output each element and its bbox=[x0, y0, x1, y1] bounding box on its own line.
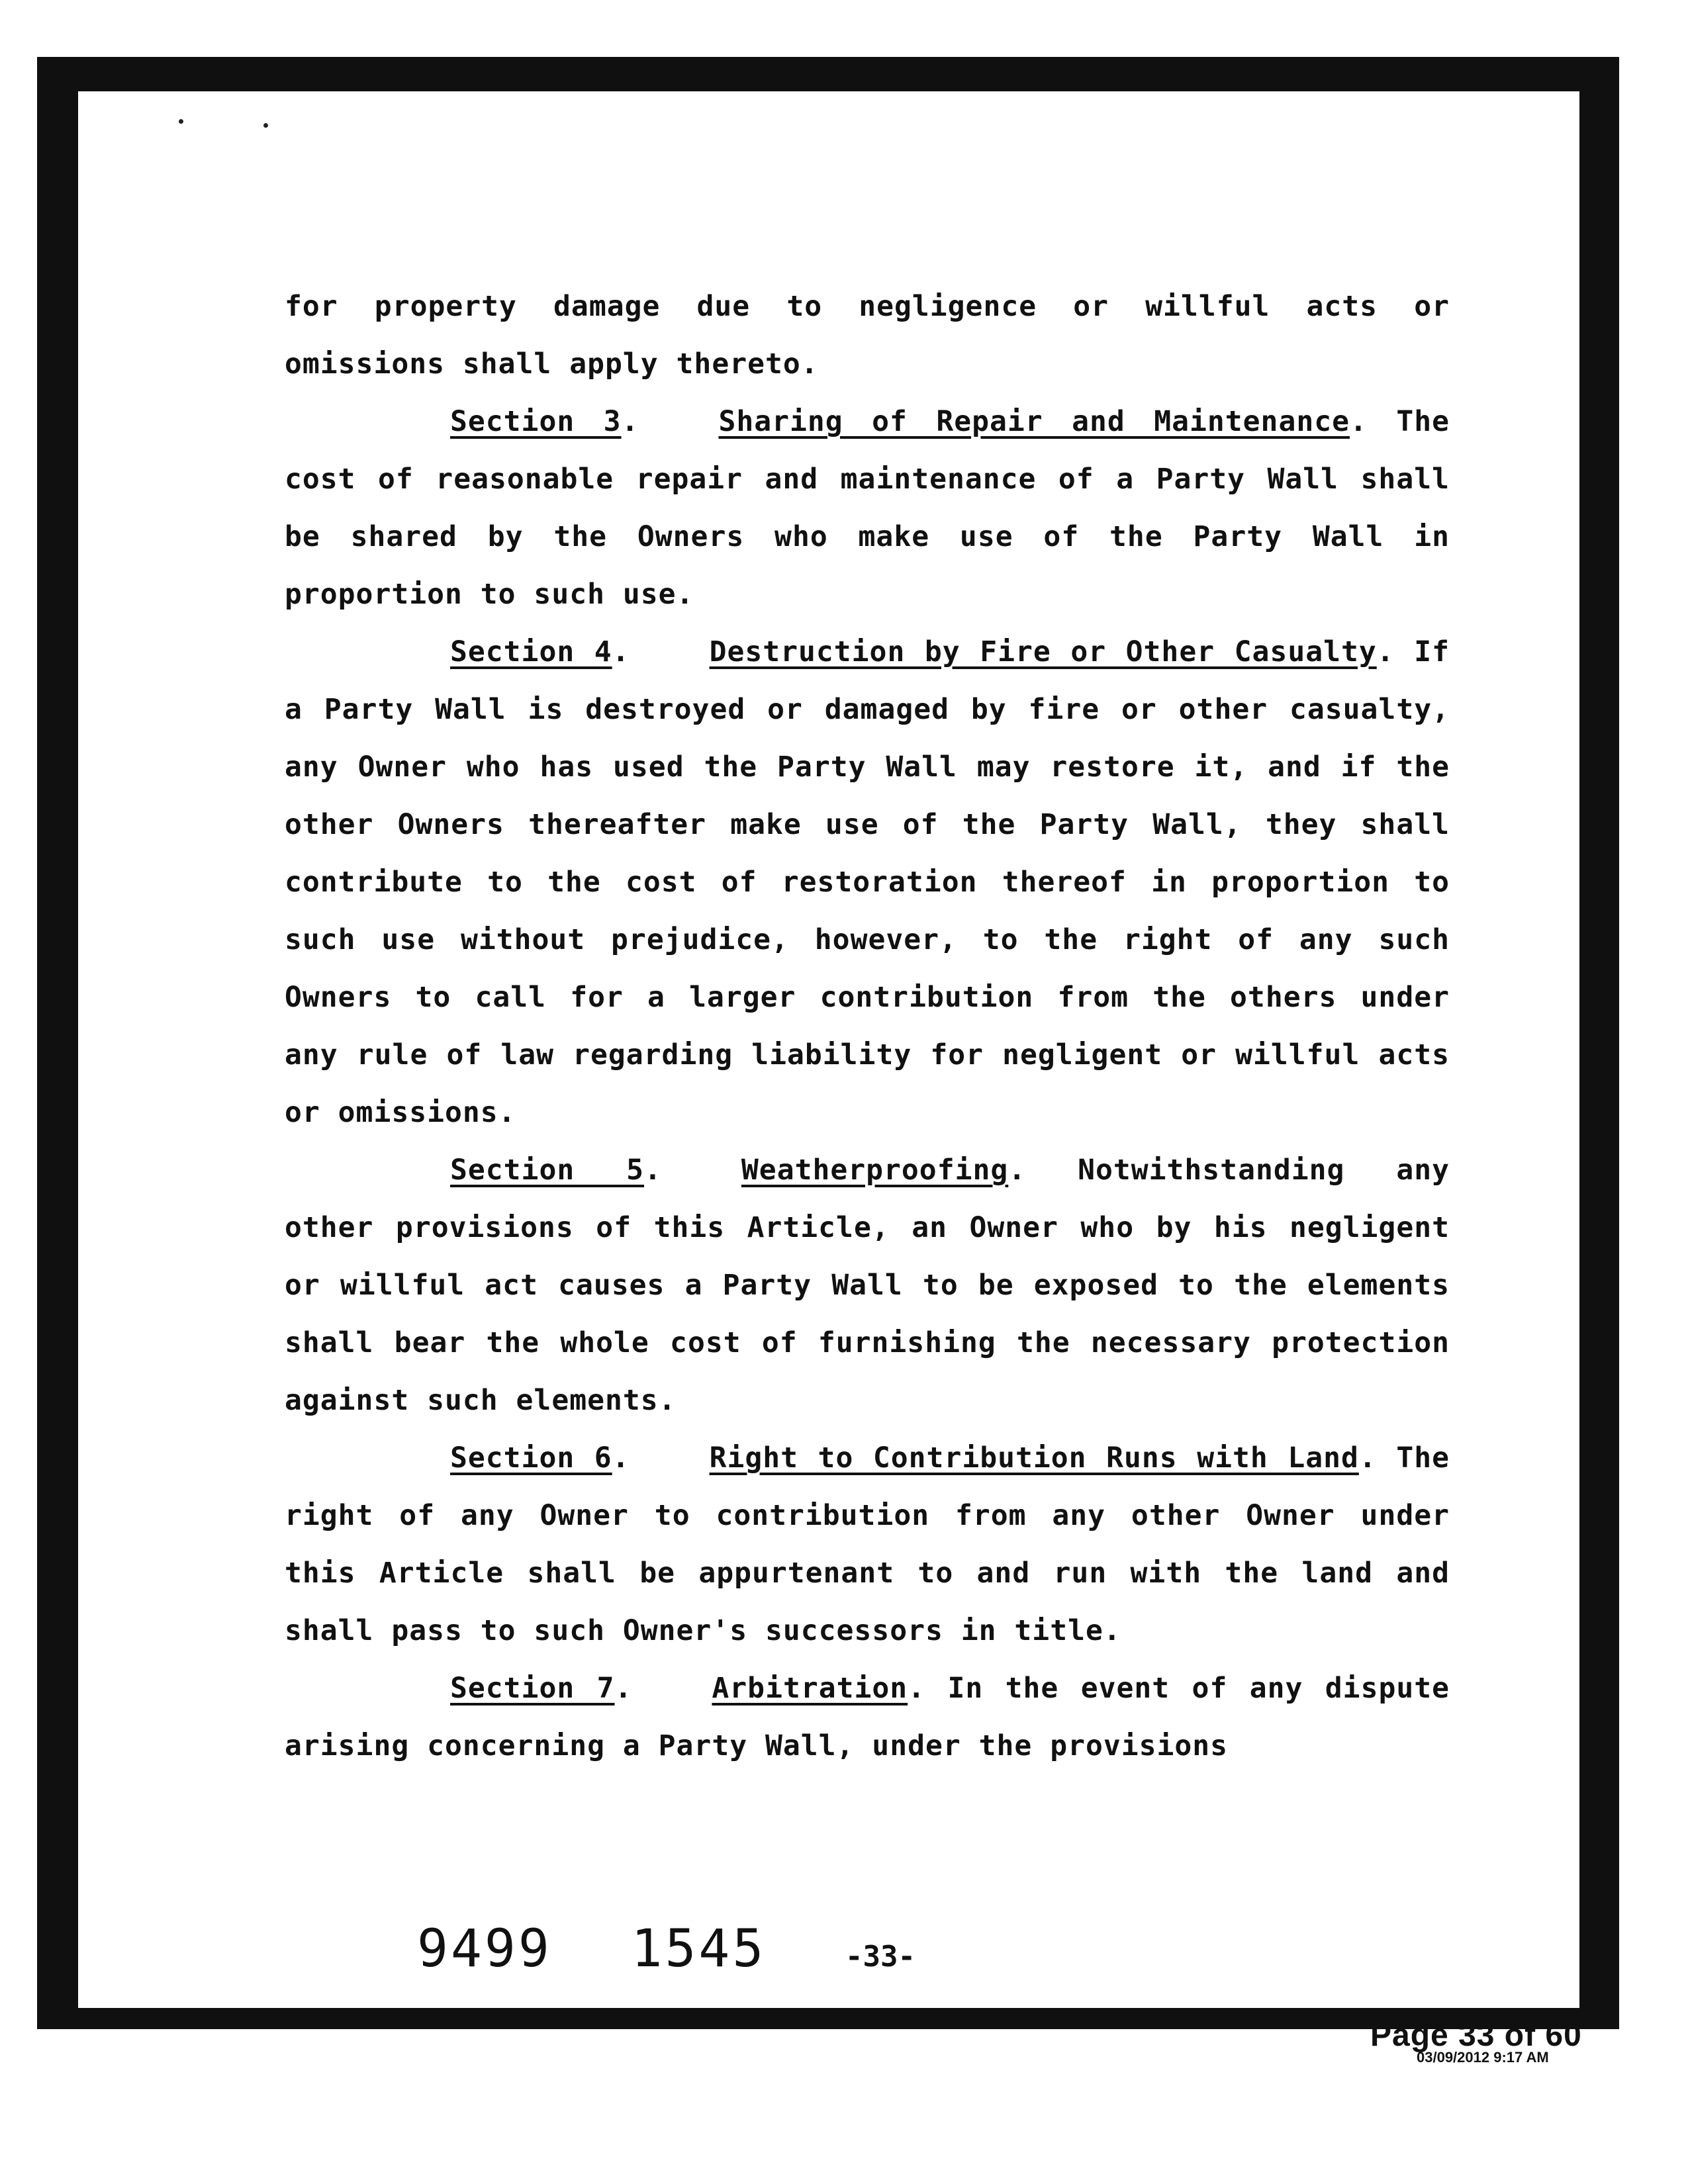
section-label-punct: . bbox=[614, 1672, 633, 1705]
section-title: Destruction by Fire or Other Casualty bbox=[709, 635, 1377, 668]
page-label: -33- bbox=[845, 1940, 915, 1974]
paragraph-section-4 bbox=[285, 623, 1450, 1142]
datetime-stamp: 03/09/2012 9:17 AM bbox=[1417, 2049, 1549, 2066]
paragraph-text: In the event of any dispute arising concerning a Party Wall, under the provisions bbox=[285, 1672, 1450, 1762]
paragraph-section-6 bbox=[285, 1430, 1450, 1660]
section-title-punct: . bbox=[1376, 635, 1395, 668]
paragraph-text: for property damage due to negligence or willful acts or omissions shall apply thereto. bbox=[285, 290, 1450, 381]
paragraph-section-7 bbox=[285, 1660, 1450, 1775]
paragraph-text: Notwithstanding any other provisions of this Article, an Owner who by his negligent or willful act causes a Party Wall to be exposed to the elements shall bear the whole cost of furnishing the necessary protection against such elements. bbox=[285, 1154, 1450, 1417]
paragraph-text: The cost of reasonable repair and maintenance of a Party Wall shall be shared by the Owners who make use of the Party Wall in proportion to such use. bbox=[285, 405, 1450, 611]
scan-speck bbox=[179, 119, 183, 124]
section-title: Right to Contribution Runs with Land bbox=[709, 1441, 1359, 1475]
section-title-punct: . bbox=[1350, 405, 1368, 438]
section-label: Section 7 bbox=[450, 1672, 615, 1705]
section-label-punct: . bbox=[612, 635, 630, 668]
page-stamp: Page 33 of 60 bbox=[1370, 2018, 1582, 2053]
section-title: Weatherproofing bbox=[741, 1154, 1009, 1187]
scan-speck bbox=[263, 123, 268, 128]
section-label-punct: . bbox=[621, 405, 639, 438]
page-footer bbox=[417, 1919, 915, 1979]
book-page-number: 1545 bbox=[631, 1919, 767, 1979]
section-label-punct: . bbox=[612, 1441, 630, 1475]
book-number: 9499 bbox=[417, 1919, 552, 1979]
paragraph-section-5 bbox=[285, 1142, 1450, 1430]
section-title-punct: . bbox=[1358, 1441, 1377, 1475]
section-title-punct: . bbox=[908, 1672, 926, 1705]
section-title: Arbitration bbox=[712, 1672, 908, 1705]
paragraph-section-3 bbox=[285, 393, 1450, 623]
document-body bbox=[285, 278, 1450, 1775]
section-label: Section 4 bbox=[450, 635, 612, 668]
section-label: Section 3 bbox=[450, 405, 622, 438]
section-label: Section 6 bbox=[450, 1441, 612, 1475]
section-title: Sharing of Repair and Maintenance bbox=[718, 405, 1350, 438]
paragraph-text: If a Party Wall is destroyed or damaged by fire or other casualty, any Owner who has used the Party Wall may restore it, and if the other Owners thereafter make use of the Party Wall, they shall contribute to the cost of restoration thereof in proportion to such use without prejudice, however, to the right of any such Owners to call for a larger contribution from the others under any rule of law regarding liability for negligent or willful acts or omissions. bbox=[285, 635, 1450, 1129]
section-title-punct: . bbox=[1008, 1154, 1027, 1187]
paragraph-text: The right of any Owner to contribution from any other Owner under this Article shall be appurtenant to and run with the land and shall pass to such Owner's successors in title. bbox=[285, 1441, 1450, 1647]
section-label-punct: . bbox=[644, 1154, 662, 1187]
paragraph-continuation bbox=[285, 278, 1450, 393]
section-label: Section 5 bbox=[450, 1154, 645, 1187]
